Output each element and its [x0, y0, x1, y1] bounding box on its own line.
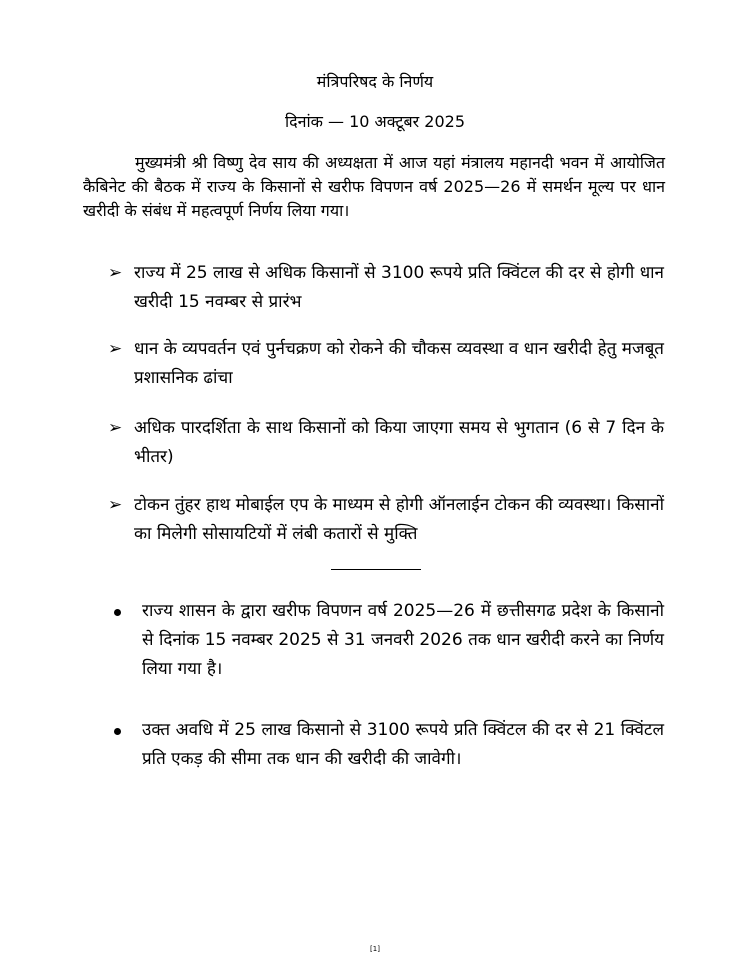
- bullet-dot-icon: [114, 728, 121, 735]
- arrow-bullet-icon: ➢: [108, 263, 123, 283]
- date-line: दिनांक — 10 अक्टूबर 2025: [284, 112, 466, 131]
- decision-item: [110, 716, 664, 774]
- decision-text: राज्य शासन के द्वारा खरीफ विपणन वर्ष 2025—26 में छत्तीसगढ प्रदेश के किसानो से दिनांक 15 नवम्बर 2025 से 31 जनवरी 2026 तक धान खरीदी करने का निर्णय लिया गया है।: [142, 601, 664, 679]
- highlight-text: अधिक पारदर्शिता के साथ किसानों को किया जाएगा समय से भुगतान (6 से 7 दिन के भीतर): [134, 418, 664, 467]
- highlight-text: टोकन तुंहर हाथ मोबाईल एप के माध्यम से होगी ऑनलाईन टोकन की व्यवस्था। किसानों का मिलेगी सोसायटियों में लंबी कतारों से मुक्ति: [134, 495, 664, 544]
- highlight-item: [104, 414, 664, 472]
- page-title: मंत्रिपरिषद के निर्णय: [316, 72, 434, 91]
- highlight-item: [104, 259, 664, 317]
- arrow-bullet-icon: ➢: [108, 339, 123, 359]
- highlight-item: [104, 491, 664, 549]
- highlight-text: राज्य में 25 लाख से अधिक किसानों से 3100 रूपये प्रति क्विंटल की दर से होगी धान खरीदी 15 नवम्बर से प्रारंभ: [134, 263, 664, 312]
- intro-paragraph: मुख्यमंत्री श्री विष्णु देव साय की अध्यक्षता में आज यहां मंत्रालय महानदी भवन में आयोजित कैबिनेट की बैठक में राज्य के किसानों से खरीफ विपणन वर्ष 2025—26 में समर्थन मूल्य पर धान खरीदी के संबंध में महत्वपूर्ण निर्णय लिया गया।: [83, 153, 665, 220]
- decision-item: [110, 597, 664, 684]
- arrow-bullet-icon: ➢: [108, 495, 123, 515]
- decision-text: उक्त अवधि में 25 लाख किसानो से 3100 रूपये प्रति क्विंटल की दर से 21 क्विंटल प्रति एकड़ की सीमा तक धान की खरीदी की जावेगी।: [142, 720, 664, 769]
- highlight-item: [104, 335, 664, 393]
- page-number: [1]: [370, 945, 380, 953]
- section-divider: [331, 569, 421, 570]
- arrow-bullet-icon: ➢: [108, 418, 123, 438]
- highlight-text: धान के व्यपवर्तन एवं पुर्नचक्रण को रोकने की चौकस व्यवस्था व धान खरीदी हेतु मजबूत प्रशासनिक ढांचा: [134, 339, 664, 388]
- bullet-dot-icon: [114, 609, 121, 616]
